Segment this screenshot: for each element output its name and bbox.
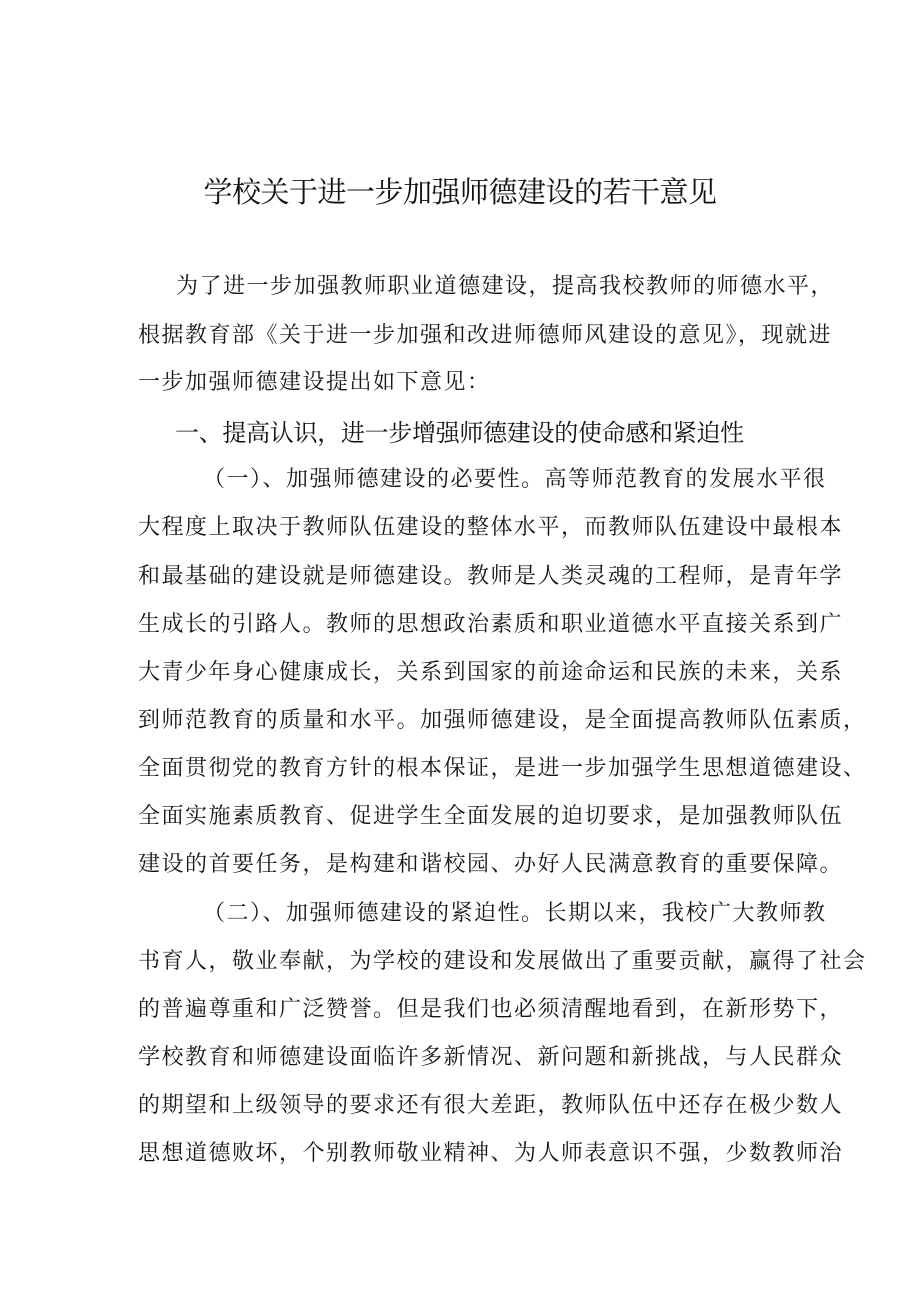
para1-line-3: 和最基础的建设就是师德建设。教师是人类灵魂的工程师，是青年学 [138,564,844,589]
section-heading-1: 一、提高认识，进一步增强师德建设的使命感和紧迫性 [175,419,744,447]
para1-line-2: 大程度上取决于教师队伍建设的整体水平，而教师队伍建设中最根本 [138,515,844,540]
document-title: 学校关于进一步加强师德建设的若干意见 [203,175,717,209]
para1-line-9: 建设的首要任务，是构建和谐校园、办好人民满意教育的重要保障。 [138,852,844,877]
para2-line-2: 书育人，敬业奉献，为学校的建设和发展做出了重要贡献，赢得了社会 [138,949,867,974]
para2-line-3: 的普遍尊重和广泛赞誉。但是我们也必须清醒地看到，在新形势下， [138,997,844,1022]
para1-line-7: 全面贯彻党的教育方针的根本保证，是进一步加强学生思想道德建设、 [138,756,867,781]
para2-line-6: 思想道德败坏，个别教师敬业精神、为人师表意识不强，少数教师治 [138,1141,844,1166]
para1-line-8: 全面实施素质教育、促进学生全面发展的迫切要求，是加强教师队伍 [138,804,844,829]
para1-line-6: 到师范教育的质量和水平。加强师德建设，是全面提高教师队伍素质， [138,708,867,733]
para1-line-5: 大青少年身心健康成长，关系到国家的前途命运和民族的未来，关系 [138,660,844,685]
intro-line-1: 为了进一步加强教师职业道德建设，提高我校教师的师德水平， [176,274,835,299]
para1-line-1: （一）、加强师德建设的必要性。高等师范教育的发展水平很 [203,467,827,492]
para2-line-5: 的期望和上级领导的要求还有很大差距，教师队伍中还存在极少数人 [138,1093,844,1118]
para2-line-4: 学校教育和师德建设面临许多新情况、新问题和新挑战，与人民群众 [138,1045,844,1070]
intro-line-2: 根据教育部《关于进一步加强和改进师德师风建设的意见》，现就进 [138,323,833,348]
para1-line-4: 生成长的引路人。教师的思想政治素质和职业道德水平直接关系到广 [138,612,844,637]
intro-line-3: 一步加强师德建设提出如下意见： [138,370,491,395]
para2-line-1: （二）、加强师德建设的紧迫性。长期以来，我校广大教师教 [203,901,827,926]
